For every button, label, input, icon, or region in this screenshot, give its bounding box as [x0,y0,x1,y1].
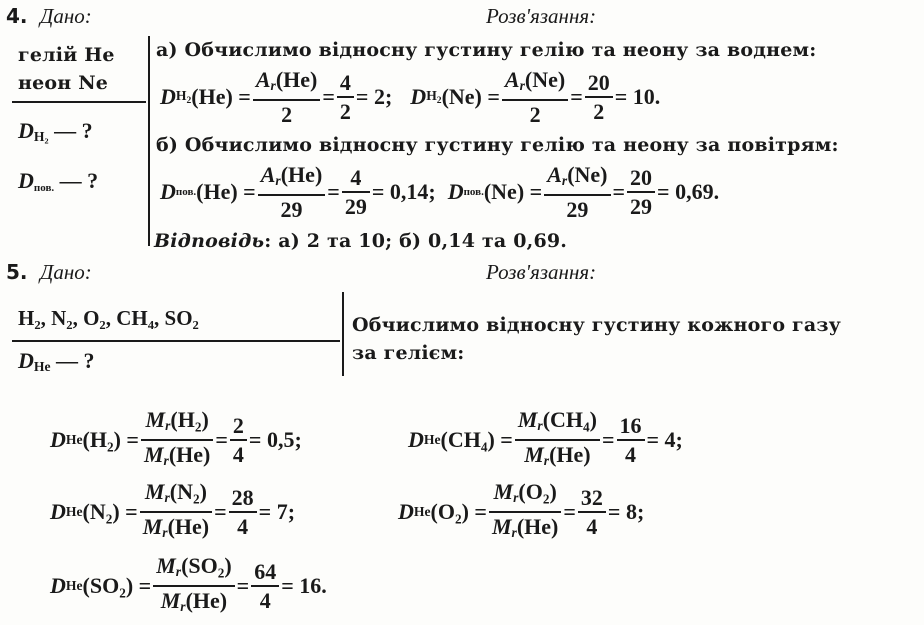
given-neon: неон Ne [18,72,109,94]
find-dpov: $D_{пов.}$ — ? [18,168,99,194]
solution-text-line2: за гелієм: [352,342,465,364]
problem-5-number: 5. [6,260,28,284]
fraction-ar-he-2: $\frac{A_r(He)}{2}$ [253,66,321,128]
given-label-4: Дано: [40,4,92,28]
vertical-divider-4 [148,36,150,246]
equation-dhe-so2: D He (SO₂) = $\frac{M_r(SO_2)}{M_r(He)}$ = $\frac{64}{4}$ = 16. [50,552,327,620]
given-divider-4 [12,101,146,103]
equation-dhe-n2: D He (N₂) = $\frac{M_r(N_2)}{M_r(He)}$ = $\frac{28}{4}$ = 7; [50,478,295,546]
equation-row-a: D $H_2$ (He) = $\frac{A_r(He)}{2}$ = $\frac{4}{2}$ = 2; D $H_2$ (Ne) = $\frac{A_r(Ne)}{2}$ = $\frac{20}{2}$ = 10. [160,67,661,127]
given-divider-5 [12,340,340,342]
find-dhe: $D_{He}$ — ? [18,348,95,374]
solution-text-line1: Обчислимо відносну густину кожного газу [352,314,842,336]
given-gases: H₂, N₂, O₂, CH₄, SO₂ [18,306,199,330]
problem-4-number: 4. [6,4,28,28]
equation-dhe-ch4: D He (CH₄) = $\frac{M_r(CH_4)}{M_r(He)}$ = $\frac{16}{4}$ = 4; [408,406,683,474]
given-helium: гелій He [18,44,115,66]
equation-dhe-h2: D He (H₂) = $\frac{M_r(H_2)}{M_r(He)}$ = $\frac{2}{4}$ = 0,5; [50,406,302,474]
solution-label-4: Розв'язання: [486,4,597,28]
answer-4: Відповідь: а) 2 та 10; б) 0,14 та 0,69. [154,230,568,252]
solution-label-5: Розв'язання: [486,260,597,284]
equation-row-b: D пов. (He) = $\frac{A_r(He)}{29}$ = $\frac{4}{29}$ = 0,14; D пов. (Ne) = $\frac{A_r(Ne)}{29}$ = $\frac{20}{29}$ = 0,69. [160,162,720,222]
step-b-text: б) Обчислимо відносну густину гелію та неону за повітрям: [156,134,839,156]
vertical-divider-5 [342,292,344,376]
step-a-text: а) Обчислимо відносну густину гелію та неону за воднем: [156,39,817,61]
given-label-5: Дано: [40,260,92,284]
equation-dhe-o2: D He (O₂) = $\frac{M_r(O_2)}{M_r(He)}$ = $\frac{32}{4}$ = 8; [398,478,644,546]
find-dh2: $D_{H_2}$ — ? [18,118,93,144]
